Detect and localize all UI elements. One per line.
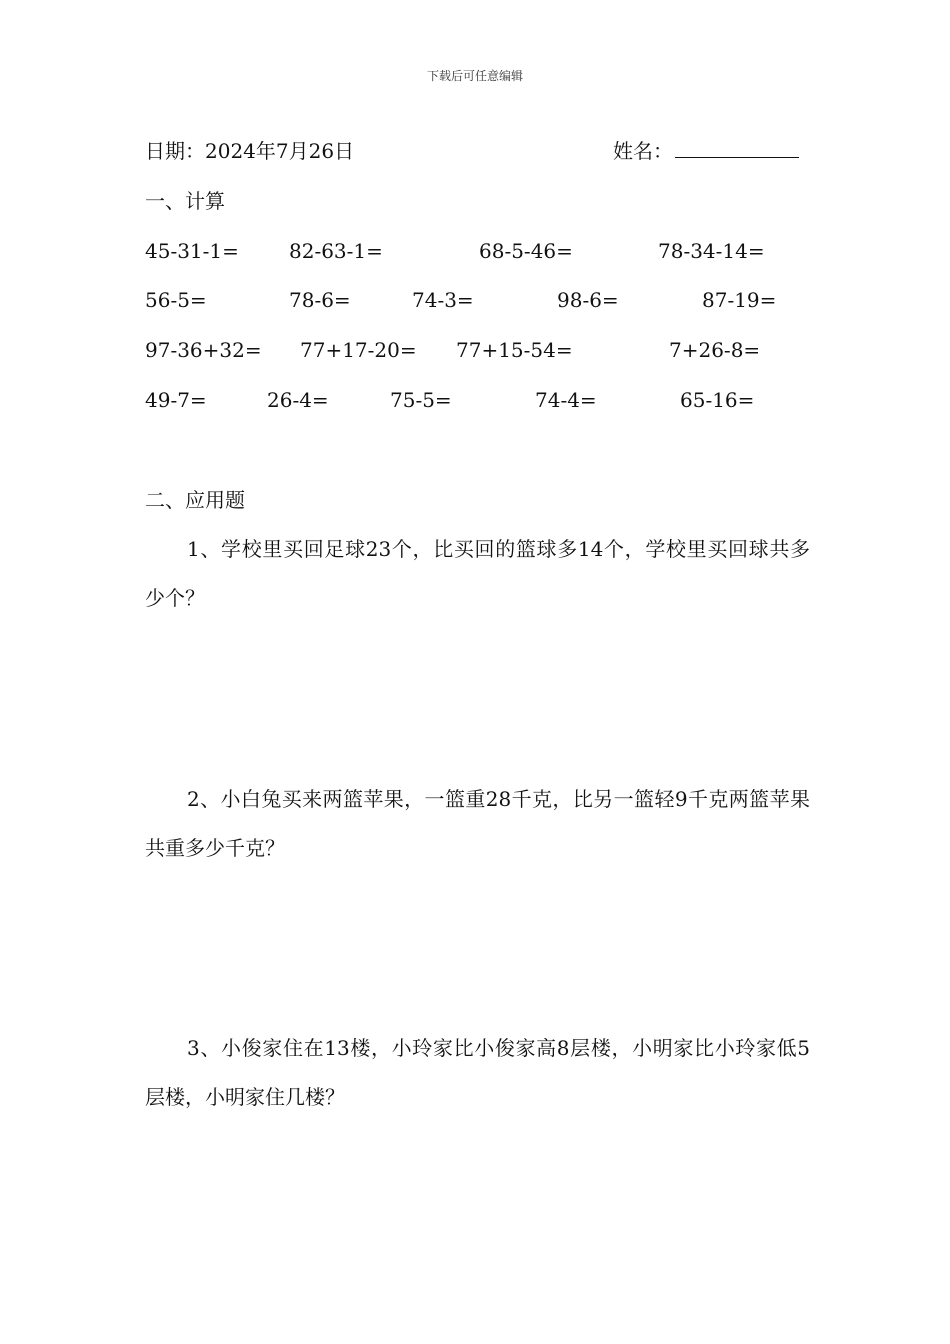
calc-item: 77+17-20= (300, 338, 417, 362)
date-text: 日期：2024年7月26日 (145, 139, 355, 163)
name-blank-line (675, 137, 799, 158)
calc-item: 26-4= (267, 388, 329, 412)
word-problem-2: 2、小白兔买来两篮苹果，一篮重28千克，比另一篮轻9千克两篮苹果共重多少千克？ (145, 787, 810, 860)
calc-item: 56-5= (145, 288, 207, 312)
calc-item: 65-16= (680, 388, 755, 412)
calc-item: 97-36+32= (145, 338, 262, 362)
calc-item: 7+26-8= (669, 338, 761, 362)
calc-item: 49-7= (145, 388, 207, 412)
calc-item: 77+15-54= (456, 338, 573, 362)
calc-item: 78-34-14= (658, 239, 765, 263)
calc-item: 75-5= (390, 388, 452, 412)
calc-item: 98-6= (557, 288, 619, 312)
calc-item: 82-63-1= (289, 239, 383, 263)
calc-item: 45-31-1= (145, 239, 239, 263)
name-label: 姓名： (613, 139, 673, 163)
word-problem-3: 3、小俊家住在13楼，小玲家比小俊家高8层楼，小明家比小玲家低5层楼，小明家住几楼？ (145, 1036, 810, 1109)
calc-item: 74-3= (412, 288, 474, 312)
watermark-text: 下载后可任意编辑 (426, 69, 523, 83)
section2-title: 二、应用题 (145, 488, 245, 512)
calc-item: 74-4= (535, 388, 597, 412)
name-field (613, 137, 799, 165)
word-problem-1: 1、学校里买回足球23个，比买回的篮球多14个，学校里买回球共多少个？ (145, 537, 810, 610)
calc-item: 78-6= (289, 288, 351, 312)
calc-item: 87-19= (702, 288, 777, 312)
section1-title: 一、计算 (145, 189, 225, 213)
calc-item: 68-5-46= (479, 239, 573, 263)
